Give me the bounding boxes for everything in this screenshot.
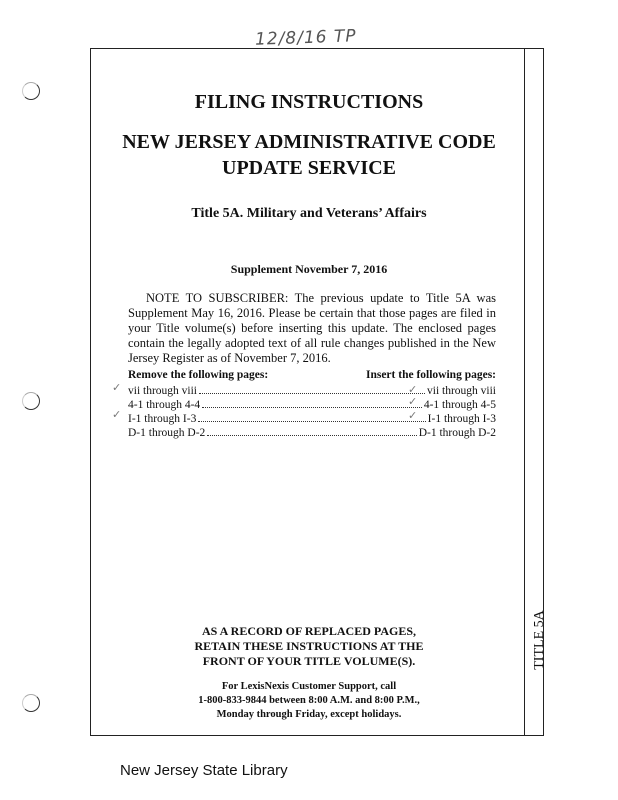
checkmark-icon: ✓: [408, 395, 418, 408]
tab-label: TITLE 5A: [532, 610, 547, 670]
insert-pages: I-1 through I-3: [427, 413, 496, 425]
table-row: [128, 384, 496, 398]
remove-pages: D-1 through D-2: [128, 427, 206, 439]
punch-hole-top: [22, 82, 40, 100]
record-notice-line-3: FRONT OF YOUR TITLE VOLUME(S).: [202, 654, 416, 668]
checkmark-icon: ✓: [112, 381, 122, 394]
insert-pages: 4-1 through 4-5: [423, 399, 496, 411]
remove-pages: vii through viii: [128, 385, 197, 397]
table-row: [128, 426, 496, 440]
note-to-subscriber: NOTE TO SUBSCRIBER: The previous update to Title 5A was Supplement May 16, 2016. Please be certain that those pages are filed in your Title volume(s) before inserting this update. The enclosed pages contain the legally adopted text of all rule changes published in the New Jersey Register as of November 7, 2016.: [128, 291, 496, 365]
pages-table-header: [128, 369, 496, 384]
checkmark-icon: ✓: [408, 383, 418, 396]
dot-leader: [198, 412, 425, 422]
record-notice: [100, 624, 518, 669]
support-line-1: For LexisNexis Customer Support, call: [221, 681, 397, 692]
record-notice-line-1: AS A RECORD OF REPLACED PAGES,: [201, 624, 417, 638]
title-subject: Title 5A. Military and Veterans’ Affairs: [191, 206, 427, 221]
punch-hole-bottom: [22, 694, 40, 712]
code-title: [100, 129, 518, 181]
handwritten-date-note: 12/8/16 TP: [254, 26, 357, 50]
record-notice-line-2: RETAIN THESE INSTRUCTIONS AT THE: [194, 639, 424, 653]
library-stamp: New Jersey State Library: [120, 762, 288, 779]
insert-pages: D-1 through D-2: [418, 427, 496, 439]
support-line-2: 1-800-833-9844 between 8:00 A.M. and 8:00 P.M.,: [198, 695, 420, 706]
remove-pages: 4-1 through 4-4: [128, 399, 201, 411]
punch-hole-middle: [22, 392, 40, 410]
code-title-line-2: UPDATE SERVICE: [222, 157, 396, 179]
customer-support: [100, 680, 518, 722]
code-title-line-1: NEW JERSEY ADMINISTRATIVE CODE: [122, 131, 496, 153]
dot-leader: [202, 398, 422, 408]
insert-pages: vii through viii: [427, 385, 496, 397]
dot-leader: [207, 426, 416, 436]
remove-pages: I-1 through I-3: [128, 413, 197, 425]
pages-table: [128, 369, 496, 440]
document-title: FILING INSTRUCTIONS: [194, 91, 424, 113]
checkmark-icon: ✓: [408, 409, 418, 422]
remove-header: Remove the following pages:: [128, 369, 269, 381]
insert-header: Insert the following pages:: [365, 369, 496, 381]
supplement-date: Supplement November 7, 2016: [230, 262, 388, 276]
support-line-3: Monday through Friday, except holidays.: [216, 709, 402, 720]
checkmark-icon: ✓: [112, 408, 122, 421]
table-row: [128, 412, 496, 426]
table-row: [128, 398, 496, 412]
dot-leader: [199, 384, 425, 394]
